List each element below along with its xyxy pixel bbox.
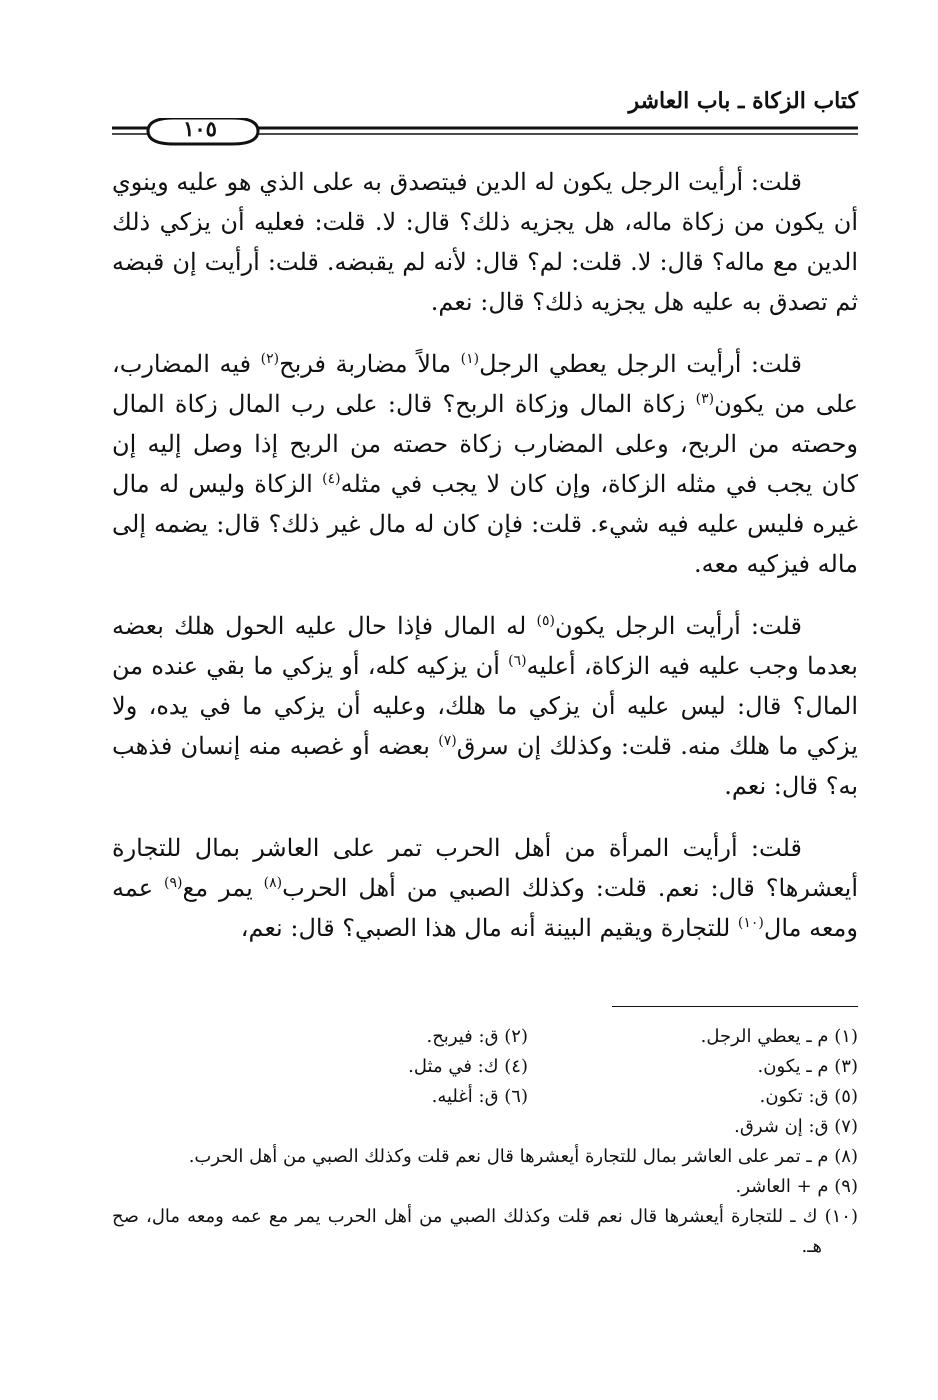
text-span: قلت: أرأيت الرجل يكون <box>554 612 802 640</box>
page-number: ١٠٥ <box>183 116 217 141</box>
footnote-ref[interactable]: (٧) <box>438 733 457 749</box>
text-span: زكاة المال وزكاة الربح؟ قال: على رب المال زكاة المال وحصته من الربح، وعلى المضارب زكاة حصته من الربح إذا وصل إليه إن كان يجب في مثله الزكاة، وإن كان لا يجب في مثله <box>112 390 859 498</box>
footnote-ref[interactable]: (٤) <box>322 471 341 487</box>
footnote-ref[interactable]: (٣) <box>695 391 715 407</box>
footnote-3: (٣) م ـ يكون. <box>757 1056 858 1077</box>
running-title: كتاب الزكاة ـ باب العاشر <box>628 88 858 114</box>
footnote-ref[interactable]: (٨) <box>263 875 283 891</box>
footnote-separator <box>612 1006 858 1007</box>
footnote-4: (٤) ك: في مثل. <box>408 1056 528 1077</box>
footnote-1: (١) م ـ يعطي الرجل. <box>700 1026 858 1047</box>
text-span: قلت: أرأيت المرأة من أهل الحرب تمر على العاشر بمال للتجارة أيعشرها؟ قال: نعم. قلت: وكذلك الصبي من أهل الحرب <box>112 834 858 902</box>
footnote-ref[interactable]: (١٠) <box>737 915 764 931</box>
text-span: بعضه أو غصبه منه إنسان فذهب به؟ قال: نعم. <box>112 732 858 800</box>
footnotes <box>112 1022 858 1262</box>
footnote-row <box>112 1022 858 1052</box>
footnote-row <box>112 1082 858 1112</box>
footnote-8: (٨) م ـ تمر على العاشر بمال للتجارة أيعشرها قال نعم قلت وكذلك الصبي من أهل الحرب. <box>188 1146 858 1167</box>
text-span: فيه المضارب، على من يكون <box>112 350 859 418</box>
text-span: أن يزكيه كله، أو يزكي ما بقي عنده من المال؟ قال: ليس عليه أن يزكي ما هلك، وعليه أن يزكي ما في يده، ولا يزكي ما هلك منه. قلت: وكذلك إن سرق <box>112 652 858 760</box>
footnote-ref[interactable]: (١) <box>460 351 480 367</box>
footnote-6: (٦) ق: أغليه. <box>431 1086 528 1107</box>
text-span: الزكاة وليس له مال غيره فليس عليه فيه شيء. قلت: فإن كان له مال غير ذلك؟ قال: يضمه إلى ماله فيزكيه معه. <box>112 470 859 578</box>
footnote-5: (٥) ق: تكون. <box>759 1086 858 1107</box>
text-span: قلت: أرأيت الرجل يعطي الرجل <box>479 350 803 378</box>
footnote-9: (٩) م + العاشر. <box>735 1176 858 1197</box>
footnote-2: (٢) ق: فيربح. <box>426 1026 528 1047</box>
text-span: للتجارة ويقيم البينة أنه مال هذا الصبي؟ قال: نعم، <box>240 914 738 942</box>
footnote-ref[interactable]: (٥) <box>536 613 555 629</box>
footnote-ref[interactable]: (٢) <box>260 351 280 367</box>
footnote-ref[interactable]: (٩) <box>163 875 183 891</box>
footnote-7: (٧) ق: إن شرق. <box>734 1116 858 1137</box>
text-span: يمر مع <box>182 874 264 902</box>
footnote-ref[interactable]: (٦) <box>508 653 527 669</box>
footnote-10: (١٠) ك ـ للتجارة أيعشرها قال نعم قلت وكذلك الصبي من أهل الحرب يمر مع عمه ومعه مال، صح هـ. <box>112 1206 858 1257</box>
paragraph-2 <box>112 344 858 584</box>
text-span: له المال فإذا حال عليه الحول هلك بعضه بعدما وجب عليه فيه الزكاة، أعليه <box>112 612 858 680</box>
main-text <box>112 162 858 970</box>
footnote-row <box>112 1052 858 1082</box>
text-span: مالاً مضاربة فربح <box>279 350 461 378</box>
paragraph-1: قلت: أرأيت الرجل يكون له الدين فيتصدق به على الذي هو عليه وينوي أن يكون من زكاة ماله، هل يجزيه ذلك؟ قال: لا. قلت: فعليه أن يزكي ذلك الدين مع ماله؟ قال: لا. قلت: لم؟ قال: لأنه لم يقبضه. قلت: أرأيت إن قبضه ثم تصدق به عليه هل يجزيه ذلك؟ قال: نعم. <box>112 168 858 316</box>
paragraph-4 <box>112 828 858 948</box>
text-span: عمه ومعه مال <box>112 874 858 942</box>
paragraph-3 <box>112 606 858 806</box>
